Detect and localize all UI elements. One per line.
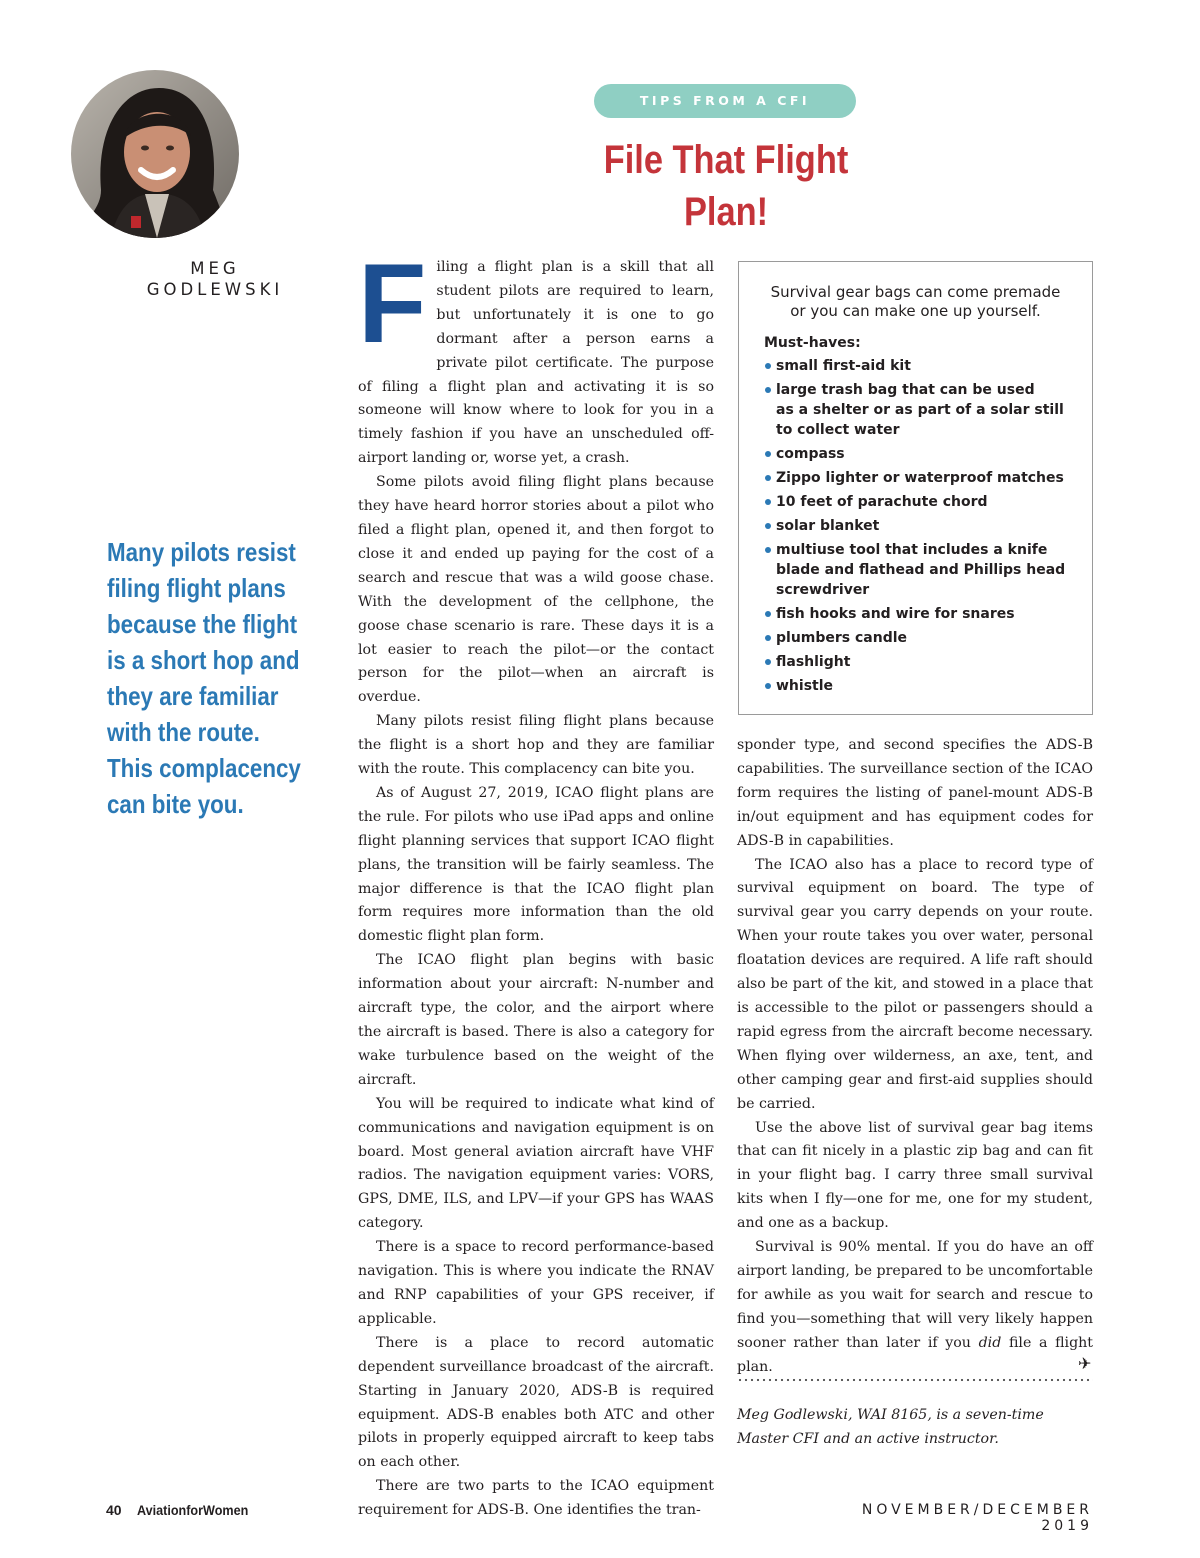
pull-quote-line: with the route. [107, 717, 260, 747]
survival-gear-sidebar [738, 261, 1093, 715]
article-paragraph: Some pilots avoid filing flight plans because they have heard horror stories about a pilot who filed a flight plan, opened it, and then forgot to close it and ended up paying for the cost of a search and rescue that was a wild goose chase. With the development of the cellphone, the goose chase scenario is rare. These days it is a lot easier to reach the pilot—or the contact person for the pilot—when an aircraft is overdue. [358, 474, 714, 706]
list-item: multiuse tool that includes a knife blade and flathead and Phillips head screwdriver [764, 540, 1092, 600]
article-paragraph: There is a space to record performance-based navigation. This is where you indicate the RNAV and RNP capabilities of your GPS receiver, if applicable. [358, 1239, 714, 1327]
article-paragraph: You will be required to indicate what kind of communications and navigation equipment is on board. Most general aviation aircraft have VHF radios. The navigation equipment varies: VORS, GPS, DME, ILS, and LPV—if your GPS has WAAS category. [358, 1095, 714, 1232]
pull-quote-line: This complacency [107, 753, 301, 783]
pull-quote-line: is a short hop and [107, 645, 300, 675]
article-paragraph: As of August 27, 2019, ICAO flight plans are the rule. For pilots who use iPad apps and online flight planning services that support ICAO flight plans, the transition will be fairly seamless. The major difference is that the ICAO flight plan form requires more information than the old domestic flight plan form. [358, 784, 714, 945]
author-first-name: MEG [190, 259, 240, 278]
article-paragraph: Many pilots resist filing flight plans because the flight is a short hop and they are familiar with the route. This complacency can bite you. [358, 713, 714, 778]
magazine-name: AviationforWomen [137, 1502, 249, 1518]
pull-quote-line: can bite you. [107, 789, 244, 819]
list-item: plumbers candle [764, 628, 1092, 648]
sidebar-intro-line: or you can make one up yourself. [790, 302, 1041, 320]
dotted-divider [737, 1378, 1093, 1382]
author-bio: Meg Godlewski, WAI 8165, is a seven-time Master CFI and an active instructor. [737, 1407, 1044, 1447]
sidebar-heading: Must-haves: [764, 335, 861, 351]
article-column-1 [358, 241, 714, 1523]
issue-date: NOVEMBER/DECEMBER 2019 [861, 1502, 1093, 1534]
article-title: File That Flight Plan! [603, 138, 849, 234]
article-paragraph: The ICAO flight plan begins with basic information about your aircraft: N-number and aircraft type, the color, and the airport where the aircraft is based. There is also a category for wake turbulence based on the weight of the aircraft. [358, 952, 714, 1088]
list-item: compass [764, 444, 1092, 464]
list-item: small first-aid kit [764, 356, 1092, 376]
paragraph-text: Survival is 90% mental. If you do have an off airport landing, be prepared to be uncomfortable for awhile as you wait for search and rescue to find you—something that will very likely happen sooner rather than later if you [737, 1239, 1093, 1351]
list-item: solar blanket [764, 516, 1092, 536]
author-last-name: GODLEWSKI [146, 280, 284, 299]
sidebar-intro [757, 283, 1074, 321]
pull-quote-line: filing flight plans [107, 573, 286, 603]
list-item: 10 feet of parachute chord [764, 492, 1092, 512]
pull-quote-line: because the flight [107, 609, 298, 639]
author-portrait-image [71, 70, 239, 238]
list-item: large trash bag that can be used as a shelter or as part of a solar still to collect water [764, 380, 1092, 440]
airplane-end-icon: ✈ [1078, 1354, 1092, 1373]
must-haves-list [739, 356, 1092, 696]
emphasis-text: did [978, 1334, 1002, 1351]
list-item: Zippo lighter or waterproof matches [764, 468, 1092, 488]
paragraph-text: file a flight plan. [737, 1334, 1093, 1375]
drop-cap: F [358, 241, 427, 366]
section-label: TIPS FROM A CFI [594, 84, 856, 118]
sidebar-intro-line: Survival gear bags can come premade [770, 283, 1061, 301]
pull-quote-line: Many pilots resist [107, 537, 296, 567]
article-paragraph: The ICAO also has a place to record type of survival equipment on board. The type of survival gear you carry depends on your route. When your route takes you over water, personal floatation devices are required. A life raft should also be part of the kit, and stowed in a place that is accessible to the pilot or passengers should a rapid egress from the aircraft become necessary. When flying over wilderness, an axe, tent, and other camping gear and first-aid supplies should be carried. [737, 856, 1093, 1112]
list-item: whistle [764, 676, 1092, 696]
pull-quote-line: they are familiar [107, 681, 279, 711]
article-paragraph [737, 1236, 1093, 1379]
list-item: fish hooks and wire for snares [764, 604, 1092, 624]
page-number: 40 [106, 1502, 122, 1518]
author-photo [71, 70, 239, 238]
article-paragraph [358, 241, 714, 471]
pull-quote [107, 534, 305, 822]
paragraph-text: iling a flight plan is a skill that all student pilots are required to learn, but unfortunately it is one to go dormant after a person earns a private pilot certificate. The purpose of filing a flight plan and activating it is so someone will know where to look for you in a timely fashion if you have an unscheduled off-airport landing or, worse yet, a crash. [358, 259, 714, 467]
article-paragraph: sponder type, and second specifies the ADS-B capabilities. The surveillance section of the ICAO form requires the listing of panel-mount ADS-B in/out equipment and has equipment codes for ADS-B in capabilities. [737, 737, 1093, 849]
article-paragraph: There is a place to record automatic dependent surveillance broadcast of the aircraft. Starting in January 2020, ADS-B is required equipment. ADS-B enables both ATC and other pilots in properly equipped aircraft to keep tabs on each other. [358, 1334, 714, 1471]
author-byline [120, 258, 310, 300]
article-column-2 [737, 734, 1093, 1379]
article-paragraph: Use the above list of survival gear bag items that can fit nicely in a plastic zip bag and can fit in your flight bag. I carry three small survival kits when I fly—one for me, one for my student, and one as a backup. [737, 1119, 1093, 1232]
article-paragraph: There are two parts to the ICAO equipment requirement for ADS-B. One identifies the tran- [358, 1478, 714, 1519]
list-item: flashlight [764, 652, 1092, 672]
